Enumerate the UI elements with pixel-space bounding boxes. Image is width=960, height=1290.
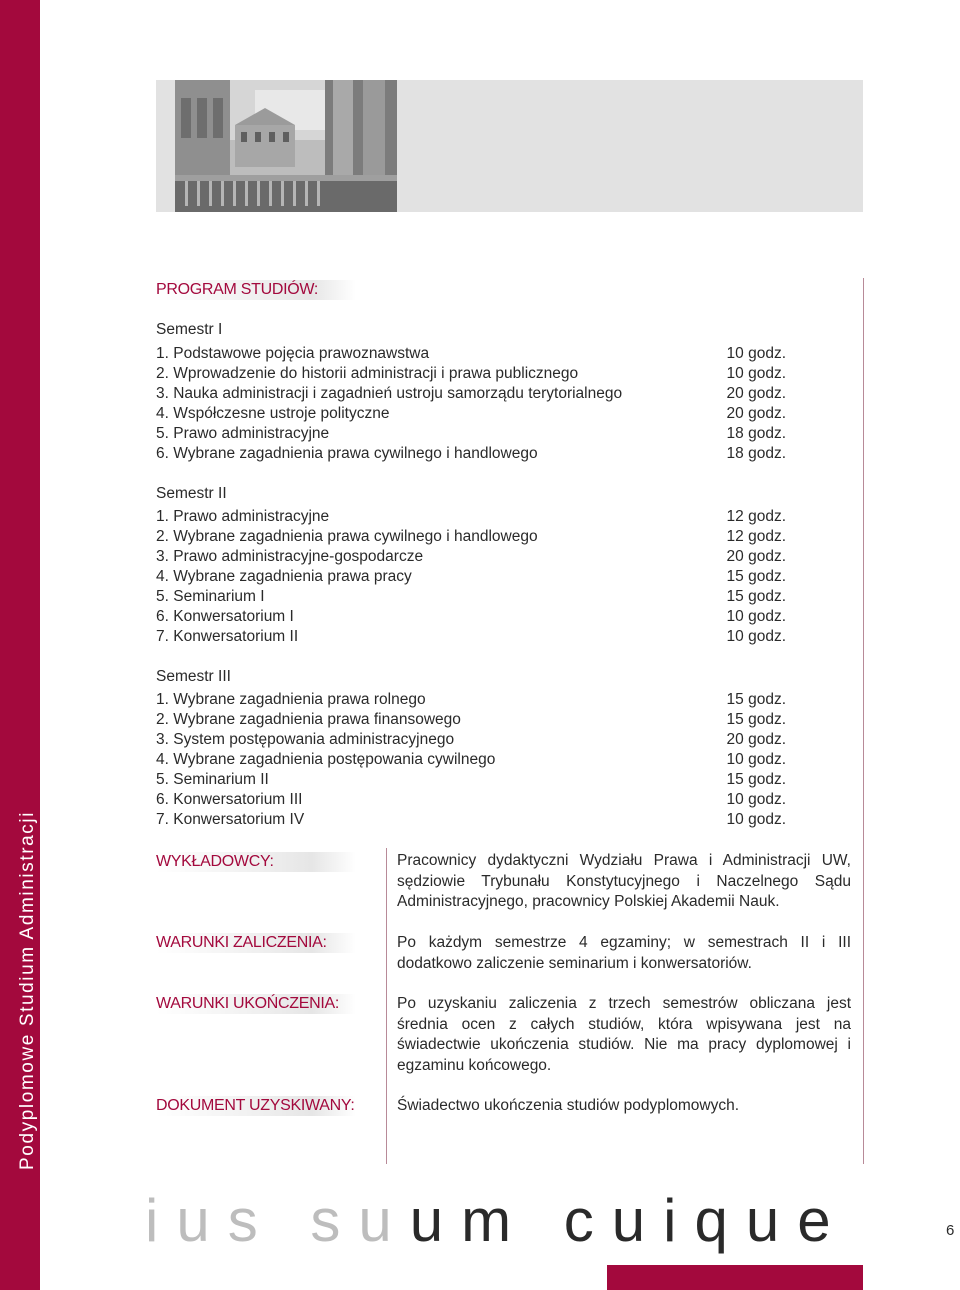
course-row — [156, 424, 786, 444]
course-hours: 20 godz. — [726, 548, 786, 565]
course-name: 1. Wybrane zagadnienia prawa rolnego — [156, 691, 426, 708]
motto-light: ius su — [145, 1187, 410, 1254]
course-hours: 15 godz. — [726, 691, 786, 708]
course-name: 3. Prawo administracyjne-gospodarcze — [156, 548, 424, 565]
course-row — [156, 627, 786, 647]
course-name: 4. Wybrane zagadnienia postępowania cywilnego — [156, 751, 496, 768]
footer-bar — [607, 1265, 863, 1290]
document-header: DOKUMENT UZYSKIWANY: — [156, 1097, 355, 1114]
course-row — [156, 587, 786, 607]
motto — [145, 1186, 849, 1256]
course-row — [156, 364, 786, 384]
course-row — [156, 507, 786, 527]
course-name: 2. Wybrane zagadnienia prawa finansowego — [156, 711, 461, 728]
course-row — [156, 444, 786, 464]
course-row — [156, 750, 786, 770]
course-hours: 12 godz. — [726, 508, 786, 525]
program-header: PROGRAM STUDIÓW: — [156, 280, 356, 300]
course-row — [156, 710, 786, 730]
course-hours: 15 godz. — [726, 588, 786, 605]
course-row — [156, 790, 786, 810]
course-hours: 10 godz. — [726, 751, 786, 768]
pass-conditions-text: Po każdym semestrze 4 egzaminy; w semestrach II i III dodatkowo zaliczenie seminarium i konwersatoriów. — [397, 934, 851, 972]
course-row — [156, 384, 786, 404]
course-name: 5. Seminarium II — [156, 771, 269, 788]
course-hours: 20 godz. — [726, 385, 786, 402]
course-name: 3. System postępowania administracyjnego — [156, 731, 455, 748]
course-hours: 10 godz. — [726, 791, 786, 808]
course-row — [156, 607, 786, 627]
course-hours: 18 godz. — [726, 425, 786, 442]
semester-3-title: Semestr III — [156, 668, 231, 685]
completion-conditions-text: Po uzyskaniu zaliczenia z trzech semestrów obliczana jest średnia ocen z całych studiów, która wpisywana jest na świadectwie ukończenia studiów. Nie ma pracy dyplomowej i egzaminu końcowego. — [397, 995, 851, 1074]
right-divider — [863, 278, 864, 1164]
course-hours: 10 godz. — [726, 608, 786, 625]
course-row — [156, 547, 786, 567]
course-row — [156, 344, 786, 364]
course-hours: 10 godz. — [726, 345, 786, 362]
lecturers-header: WYKŁADOWCY: — [156, 852, 356, 872]
course-row — [156, 730, 786, 750]
course-hours: 12 godz. — [726, 528, 786, 545]
side-title: Podyplomowe Studium Administracji — [17, 810, 38, 1170]
course-name: 4. Wybrane zagadnienia prawa pracy — [156, 568, 412, 585]
course-hours: 15 godz. — [726, 711, 786, 728]
course-row — [156, 810, 786, 830]
semester-2-title: Semestr II — [156, 485, 227, 502]
course-row — [156, 770, 786, 790]
semester-1-title: Semestr I — [156, 321, 223, 338]
course-hours: 10 godz. — [726, 365, 786, 382]
page-number: 6 — [946, 1222, 955, 1239]
course-name: 5. Seminarium I — [156, 588, 265, 605]
course-row — [156, 527, 786, 547]
course-hours: 15 godz. — [726, 771, 786, 788]
course-name: 2. Wybrane zagadnienia prawa cywilnego i handlowego — [156, 528, 538, 545]
course-name: 1. Prawo administracyjne — [156, 508, 330, 525]
document-text: Świadectwo ukończenia studiów podyplomowych. — [397, 1097, 740, 1114]
course-name: 7. Konwersatorium IV — [156, 811, 305, 828]
course-name: 5. Prawo administracyjne — [156, 425, 330, 442]
course-name: 1. Podstawowe pojęcia prawoznawstwa — [156, 345, 430, 362]
course-hours: 10 godz. — [726, 628, 786, 645]
course-name: 4. Współczesne ustroje polityczne — [156, 405, 390, 422]
course-name: 6. Wybrane zagadnienia prawa cywilnego i handlowego — [156, 445, 538, 462]
motto-dark: um cuique — [409, 1187, 849, 1254]
column-divider — [386, 848, 387, 1164]
course-row — [156, 404, 786, 424]
course-hours: 10 godz. — [726, 811, 786, 828]
course-hours: 20 godz. — [726, 731, 786, 748]
course-row — [156, 567, 786, 587]
course-hours: 18 godz. — [726, 445, 786, 462]
course-name: 3. Nauka administracji i zagadnień ustroju samorządu terytorialnego — [156, 385, 623, 402]
course-hours: 20 godz. — [726, 405, 786, 422]
course-row — [156, 690, 786, 710]
course-name: 7. Konwersatorium II — [156, 628, 299, 645]
pass-conditions-header: WARUNKI ZALICZENIA: — [156, 933, 356, 953]
course-name: 6. Konwersatorium I — [156, 608, 294, 625]
building-photo — [175, 80, 397, 212]
course-hours: 15 godz. — [726, 568, 786, 585]
course-name: 2. Wprowadzenie do historii administracji i prawa publicznego — [156, 365, 579, 382]
completion-conditions-header: WARUNKI UKOŃCZENIA: — [156, 994, 356, 1014]
course-name: 6. Konwersatorium III — [156, 791, 303, 808]
lecturers-text: Pracownicy dydaktyczni Wydziału Prawa i Administracji UW, sędziowie Trybunału Konstytucyjnego i Naczelnego Sądu Administracyjnego, pracownicy Polskiej Akademii Nauk. — [397, 852, 851, 910]
